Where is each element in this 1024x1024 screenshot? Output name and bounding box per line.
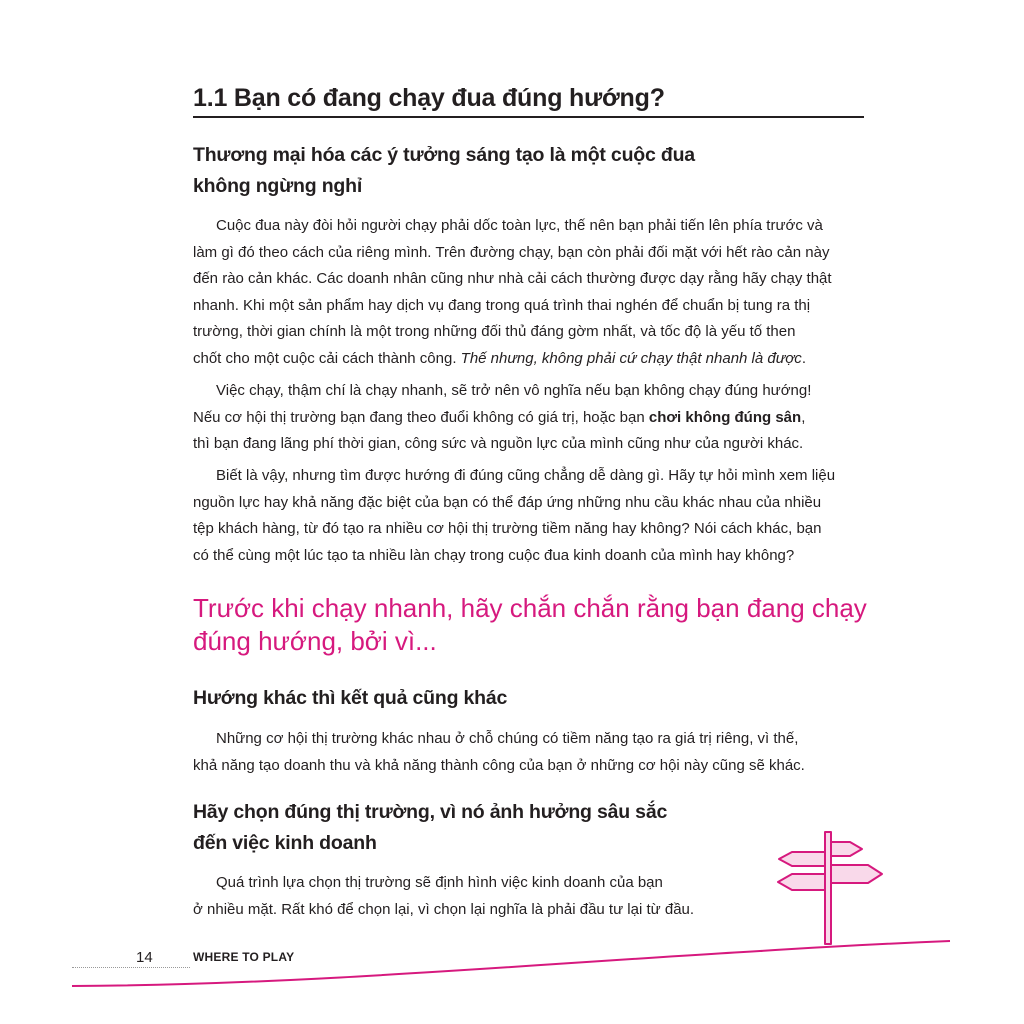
para2-line2: Nếu cơ hội thị trường bạn đang theo đuổi không có giá trị, hoặc bạn bbox=[193, 408, 645, 426]
para3-line4: có thể cùng một lúc tạo ta nhiều làn chạy trong cuộc đua kinh doanh của mình hay không? bbox=[193, 546, 795, 564]
section3-line2: ở nhiều mặt. Rất khó để chọn lại, vì chọn lại nghĩa là phải đầu tư lại từ đầu. bbox=[193, 900, 695, 918]
para3-line1: Biết là vậy, nhưng tìm được hướng đi đúng cũng chẳng dễ dàng gì. Hãy tự hỏi mình xem liệu bbox=[216, 467, 836, 484]
section3-line1: Quá trình lựa chọn thị trường sẽ định hình việc kinh doanh của bạn bbox=[216, 874, 663, 891]
para1-italic-emphasis: Thế nhưng, không phải cứ chạy thật nhanh là được bbox=[460, 349, 802, 367]
section3-heading-line1: Hãy chọn đúng thị trường, vì nó ảnh hưởng sâu sắc bbox=[193, 801, 668, 823]
para2-line3: thì bạn đang lãng phí thời gian, công sức và nguồn lực của mình cũng như của người khác. bbox=[193, 435, 804, 452]
para1-line4: nhanh. Khi một sản phẩm hay dịch vụ đang trong quá trình thai nghén để chuẩn bị tung ra thị bbox=[193, 296, 811, 314]
para1-line2: làm gì đó theo cách của riêng mình. Trên đường chạy, bạn còn phải đối mặt với hết rào cản này bbox=[193, 243, 830, 261]
footer-dotted-rule bbox=[72, 967, 190, 968]
section1-heading-line1: Thương mại hóa các ý tưởng sáng tạo là một cuộc đua bbox=[193, 144, 695, 166]
para1-line3: đến rào cản khác. Các doanh nhân cũng như nhà cải cách thường được dạy rằng hãy chạy thật bbox=[193, 270, 832, 287]
para1-line1: Cuộc đua này đòi hỏi người chạy phải dốc toàn lực, thế nên bạn phải tiến lên phía trước và bbox=[216, 217, 823, 234]
signpost-sign-left-1 bbox=[779, 852, 825, 866]
section3-heading-line2: đến việc kinh doanh bbox=[193, 832, 377, 854]
signpost-sign-top-right bbox=[831, 842, 862, 856]
para1-period: . bbox=[801, 349, 806, 367]
running-head: WHERE TO PLAY bbox=[193, 950, 295, 964]
section2-line1: Những cơ hội thị trường khác nhau ở chỗ chúng có tiềm năng tạo ra giá trị riêng, vì thế, bbox=[216, 730, 799, 747]
chapter-title: 1.1 Bạn có đang chạy đua đúng hướng? bbox=[193, 84, 665, 112]
section1-heading-line2: không ngừng nghỉ bbox=[193, 175, 363, 197]
para2-bold-emphasis: chơi không đúng sân bbox=[648, 408, 802, 426]
signpost-sign-right bbox=[831, 865, 882, 883]
section2-heading: Hướng khác thì kết quả cũng khác bbox=[193, 687, 508, 709]
para1-line5: trường, thời gian chính là một trong những đối thủ đáng gờm nhất, và tốc độ là yếu tố then bbox=[193, 323, 796, 340]
para3-line3: tệp khách hàng, từ đó tạo ra nhiều cơ hội thị trường tiềm năng hay không? Nói cách khác, bạn bbox=[193, 520, 822, 537]
signpost-icon bbox=[778, 832, 882, 944]
pink-heading-line2: đúng hướng, bởi vì... bbox=[193, 626, 437, 656]
section2-line2: khả năng tạo doanh thu và khả năng thành công của bạn ở những cơ hội này cũng sẽ khác. bbox=[193, 756, 805, 774]
para3-line2: nguồn lực hay khả năng đặc biệt của bạn có thể đáp ứng những nhu cầu khác nhau của nhiều bbox=[193, 493, 822, 511]
page-number: 14 bbox=[136, 949, 153, 966]
pink-heading-line1: Trước khi chạy nhanh, hãy chắn chắn rằng bạn đang chạy bbox=[193, 593, 867, 623]
para1-line6: chốt cho một cuộc cải cách thành công. bbox=[193, 349, 457, 367]
para2-line1: Việc chạy, thậm chí là chạy nhanh, sẽ trở nên vô nghĩa nếu bạn không chạy đúng hướng! bbox=[216, 382, 812, 399]
signpost-sign-left-2 bbox=[778, 874, 825, 890]
para2-comma: , bbox=[801, 408, 806, 426]
